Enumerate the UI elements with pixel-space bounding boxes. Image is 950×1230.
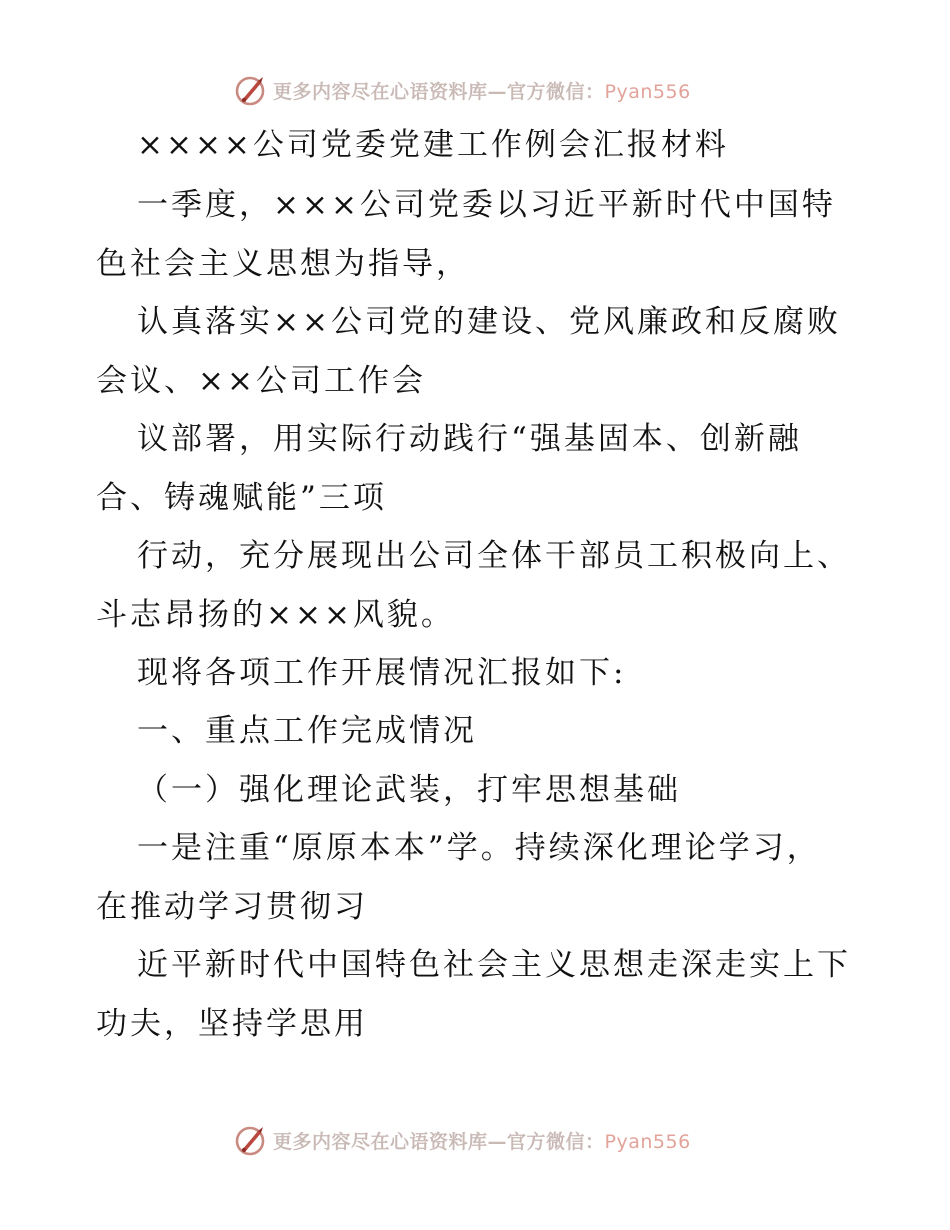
paragraph-line: 一是注重“原原本本”学。持续深化理论学习， (137, 830, 821, 866)
paragraph-line: 行动，充分展现出公司全体干部员工积极向上、 (137, 538, 851, 574)
footer-watermark-text: 更多内容尽在心语资料库—官方微信：Pyan556 (273, 1130, 691, 1153)
paragraph-line: 斗志昂扬的×××风貌。 (96, 597, 455, 633)
section-heading: 一、重点工作完成情况 (137, 713, 477, 749)
header-watermark-text: 更多内容尽在心语资料库—官方微信：Pyan556 (273, 80, 691, 103)
paragraph-line: 一季度，×××公司党委以习近平新时代中国特 (137, 187, 836, 223)
paragraph-line: 合、铸魂赋能”三项 (96, 480, 387, 516)
paragraph-line: 认真落实××公司党的建设、党风廉政和反腐败 (137, 304, 841, 340)
paragraph-line: 议部署，用实际行动践行“强基固本、创新融 (137, 421, 802, 457)
paragraph-line: 会议、××公司工作会 (96, 363, 426, 399)
footer-watermark-id: Pyan556 (604, 1130, 691, 1153)
paragraph-line: 近平新时代中国特色社会主义思想走深走实上下 (137, 947, 851, 983)
paragraph-line: 功夫，坚持学思用 (96, 1006, 368, 1042)
paragraph-line: 现将各项工作开展情况汇报如下: (137, 655, 627, 691)
document-title: ××××公司党委党建工作例会汇报材料 (137, 127, 729, 163)
subsection-heading: （一）强化理论武装，打牢思想基础 (137, 772, 681, 808)
footer-watermark (233, 1122, 691, 1158)
paragraph-line: 色社会主义思想为指导， (96, 246, 470, 282)
header-watermark-id: Pyan556 (604, 80, 691, 103)
paragraph-line: 在推动学习贯彻习 (96, 889, 368, 925)
quill-pen-icon (233, 1123, 267, 1157)
